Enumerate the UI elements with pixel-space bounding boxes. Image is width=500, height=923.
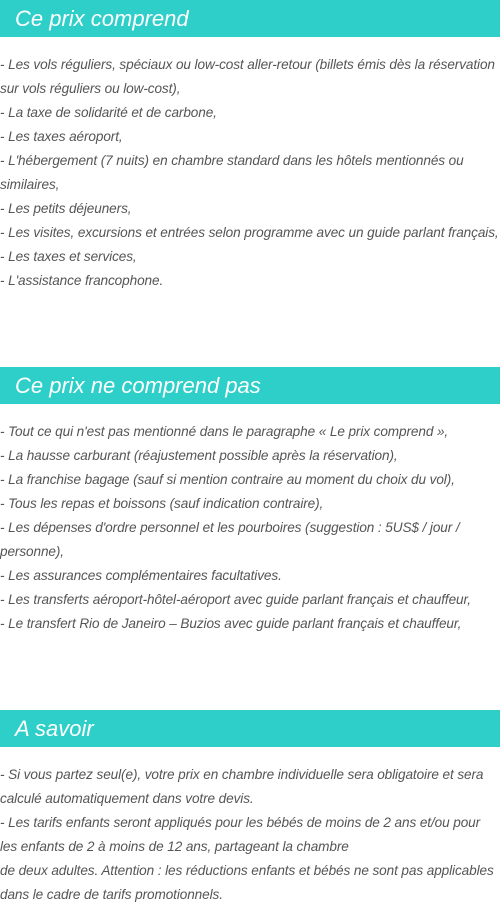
list-item: - Les transferts aéroport-hôtel-aéroport avec guide parlant français et chauffeur, xyxy=(0,592,471,607)
list-item: - Si vous partez seul(e), votre prix en chambre individuelle sera obligatoire et sera calculé automatiquement dans votre devis. xyxy=(0,767,484,806)
good-to-know-list xyxy=(0,763,500,907)
list-item: de deux adultes. Attention : les réductions enfants et bébés ne sont pas applicables dans le cadre de tarifs promotionnels. xyxy=(0,863,494,902)
list-item: - La hausse carburant (réajustement possible après la réservation), xyxy=(0,448,398,463)
section-header-price-excludes xyxy=(0,367,500,404)
list-item: - La franchise bagage (sauf si mention contraire au moment du choix du vol), xyxy=(0,472,455,487)
section-header-price-includes xyxy=(0,0,500,37)
list-item: - Les tarifs enfants seront appliqués pour les bébés de moins de 2 ans et/ou pour les enfants de 2 à moins de 12 ans, partageant la chambre xyxy=(0,815,481,854)
section-title: A savoir xyxy=(15,716,94,741)
section-header-good-to-know xyxy=(0,710,500,747)
list-item: - L'hébergement (7 nuits) en chambre standard dans les hôtels mentionnés ou similaires, xyxy=(0,153,464,192)
list-item: - Tous les repas et boissons (sauf indication contraire), xyxy=(0,496,324,511)
list-item: - Les assurances complémentaires facultatives. xyxy=(0,568,282,583)
list-item: - Les taxes aéroport, xyxy=(0,129,123,144)
list-item: - Les visites, excursions et entrées selon programme avec un guide parlant français, xyxy=(0,225,499,240)
list-item: - Le transfert Rio de Janeiro – Buzios avec guide parlant français et chauffeur, xyxy=(0,616,462,631)
list-item: - Les taxes et services, xyxy=(0,249,137,264)
list-item: - Les dépenses d'ordre personnel et les pourboires (suggestion : 5US$ / jour / personne), xyxy=(0,520,460,559)
list-item: - Les vols réguliers, spéciaux ou low-cost aller-retour (billets émis dès la réservation sur vols réguliers ou low-cost), xyxy=(0,57,495,96)
section-title: Ce prix ne comprend pas xyxy=(15,373,261,398)
list-item: - L'assistance francophone. xyxy=(0,273,164,288)
section-title: Ce prix comprend xyxy=(15,6,189,31)
list-item: - La taxe de solidarité et de carbone, xyxy=(0,105,217,120)
price-includes-list xyxy=(0,53,500,293)
list-item: - Tout ce qui n'est pas mentionné dans le paragraphe « Le prix comprend », xyxy=(0,424,449,439)
price-excludes-list xyxy=(0,420,500,636)
list-item: - Les petits déjeuners, xyxy=(0,201,132,216)
